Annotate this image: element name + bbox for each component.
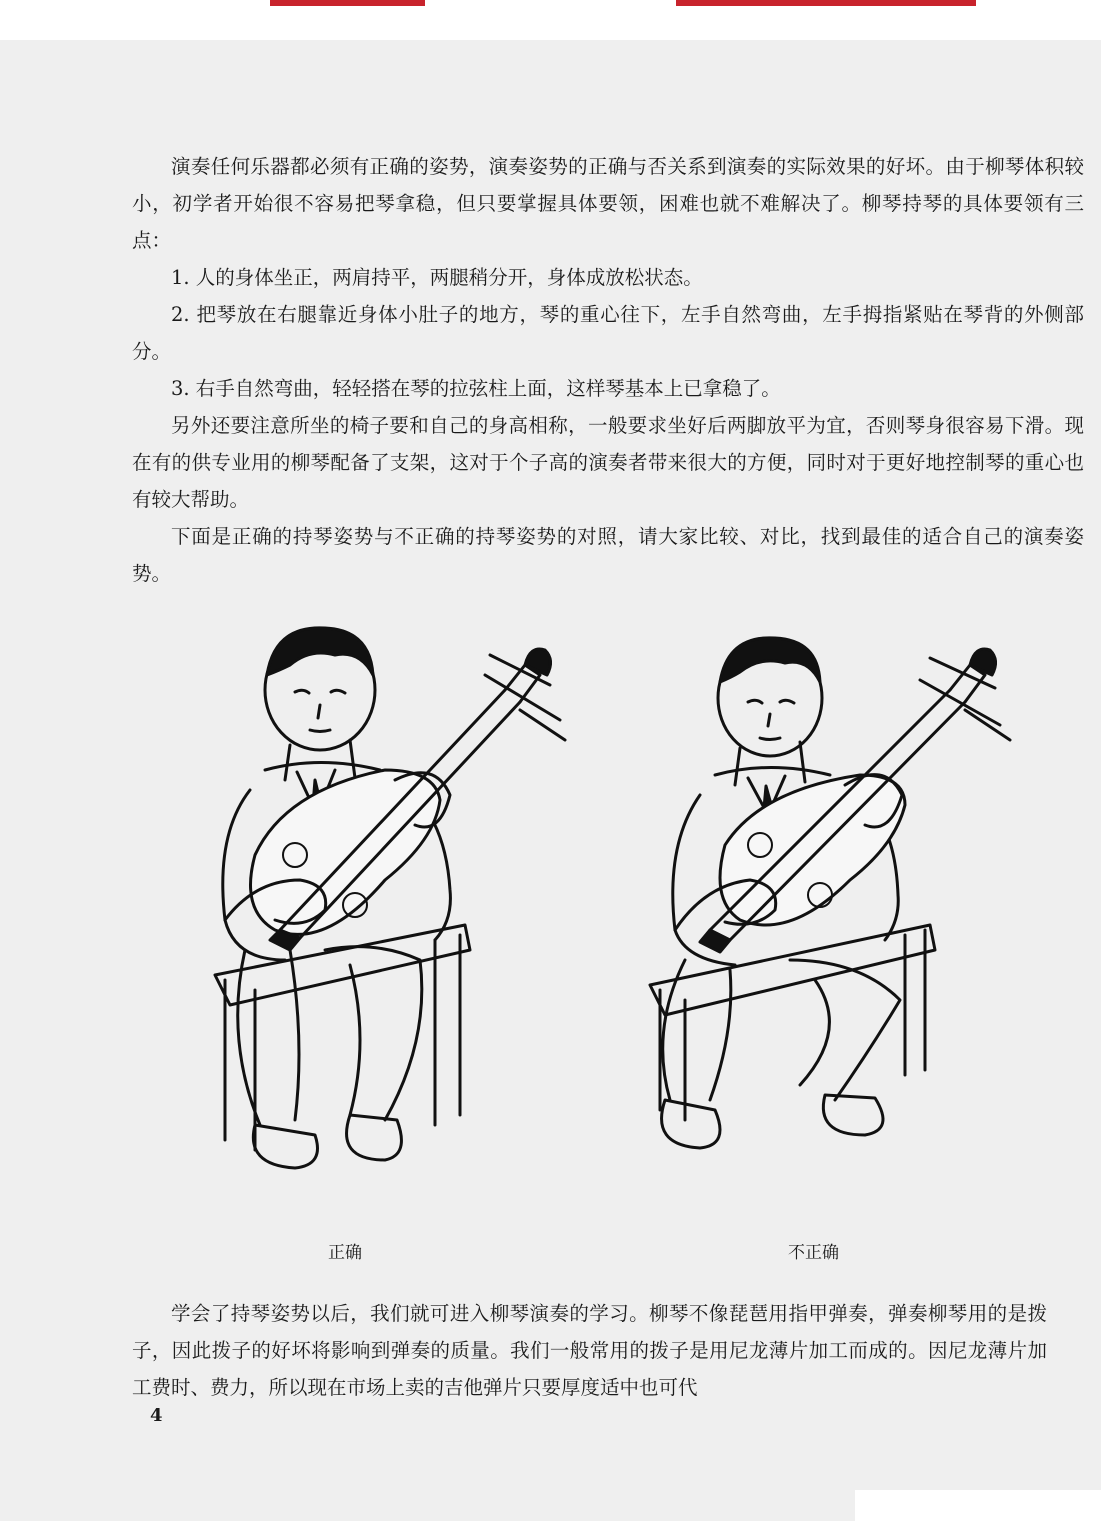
paragraph: 演奏任何乐器都必须有正确的姿势，演奏姿势的正确与否关系到演奏的实际效果的好坏。由于柳琴体积较小，初学者开始很不容易把琴拿稳，但只要掌握具体要领，困难也就不难解决了。柳琴持琴的具体要领有三点： — [132, 155, 1084, 252]
header-tab-left — [270, 0, 425, 6]
list-item: 1. 人的身体坐正，两肩持平，两腿稍分开，身体成放松状态。 — [171, 266, 703, 289]
correct-posture-illustration — [185, 620, 575, 1195]
intro-text — [132, 148, 1084, 592]
incorrect-caption: 不正确 — [788, 1243, 839, 1263]
paragraph: 另外还要注意所坐的椅子要和自己的身高相称，一般要求坐好后两脚放平为宜，否则琴身很容易下滑。现在有的供专业用的柳琴配备了支架，这对于个子高的演奏者带来很大的方便，同时对于更好地控制琴的重心也有较大帮助。 — [132, 414, 1084, 511]
header-tab-right — [676, 0, 976, 6]
scan-margin-bottom — [855, 1490, 1101, 1521]
list-item: 3. 右手自然弯曲，轻轻搭在琴的拉弦柱上面，这样琴基本上已拿稳了。 — [171, 377, 781, 400]
incorrect-posture-illustration — [640, 630, 1020, 1185]
paragraph: 下面是正确的持琴姿势与不正确的持琴姿势的对照，请大家比较、对比，找到最佳的适合自己的演奏姿势。 — [132, 525, 1084, 585]
list-item: 2. 把琴放在右腿靠近身体小肚子的地方，琴的重心往下，左手自然弯曲，左手拇指紧贴在琴背的外侧部分。 — [132, 303, 1084, 363]
outro-text — [132, 1295, 1047, 1406]
scan-margin-right — [976, 0, 1101, 26]
page-number: 4 — [150, 1405, 163, 1426]
correct-caption: 正确 — [328, 1243, 362, 1263]
paragraph: 学会了持琴姿势以后，我们就可进入柳琴演奏的学习。柳琴不像琵琶用指甲弹奏，弹奏柳琴用的是拨子，因此拨子的好坏将影响到弹奏的质量。我们一般常用的拨子是用尼龙薄片加工而成的。因尼龙薄片加工费时、费力，所以现在市场上卖的吉他弹片只要厚度适中也可代 — [132, 1302, 1047, 1399]
